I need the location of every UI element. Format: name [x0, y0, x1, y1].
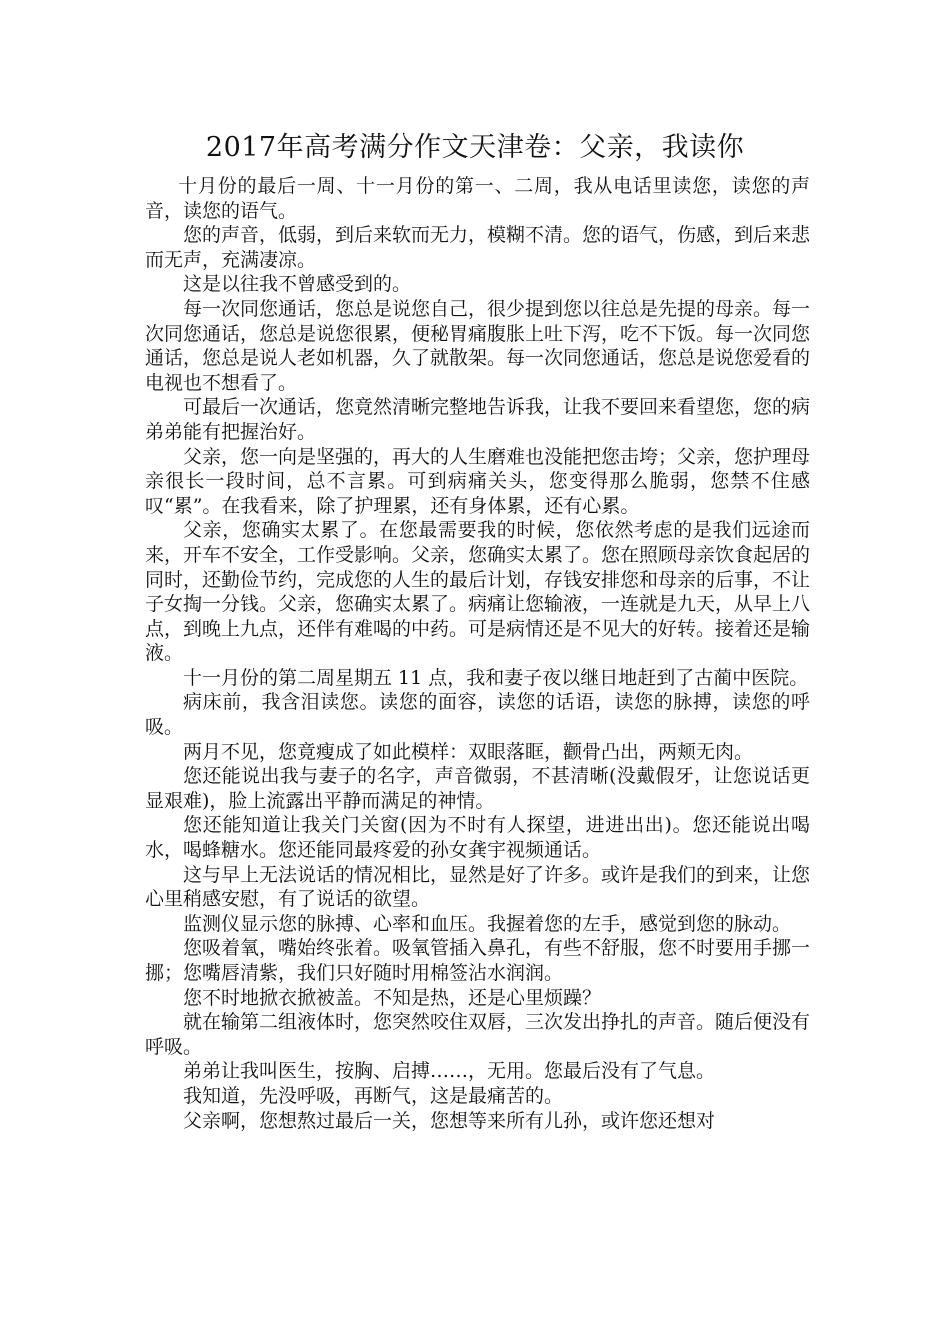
paragraph: 父亲，您一向是坚强的，再大的人生磨难也没能把您击垮；父亲，您护理母亲很长一段时间，总不言累。可到病痛关头，您变得那么脆弱，您禁不住感叹“累”。在我看来，除了护理累，还有身体累，还有心累。: [145, 445, 811, 517]
paragraph: 弟弟让我叫医生，按胸、启搏……，无用。您最后没有了气息。: [183, 1060, 716, 1083]
paragraph: 您还能知道让我关门关窗(因为不时有人探望，进进出出)。您还能说出喝水，喝蜂糖水。您还能同最疼爱的孙女龚宇视频通话。: [145, 814, 810, 862]
paragraph: 您不时地掀衣掀被盖。不知是热，还是心里烦躁？: [183, 986, 602, 1009]
paragraph: 就在输第二组液体时，您突然咬住双唇，三次发出挣扎的声音。随后便没有呼吸。: [145, 1011, 811, 1058]
paragraph: 可最后一次通话，您竟然清晰完整地告诉我，让我不要回来看望您，您的病弟弟能有把握治好。: [145, 396, 811, 443]
paragraph: 您的声音，低弱，到后来软而无力，模糊不清。您的语气，伤感，到后来悲而无声，充满凄凉。: [145, 224, 811, 271]
article-body: [145, 174, 810, 1133]
paragraph: 十月份的最后一周、十一月份的第一、二周，我从电话里读您，读您的声音，读您的语气。: [145, 175, 810, 222]
paragraph: 父亲，您确实太累了。在您最需要我的时候，您依然考虑的是我们远途而来，开车不安全，工作受影响。父亲，您确实太累了。您在照顾母亲饮食起居的同时，还勤俭节约，完成您的人生的最后计划，存钱安排您和母亲的后事，不让子女掏一分钱。父亲，您确实太累了。病痛让您输液，一连就是九天，从早上八点，到晚上九点，还伴有难喝的中药。可是病情还是不见大的好转。接着还是输液。: [145, 519, 811, 665]
paragraph: 每一次同您通话，您总是说您自己，很少提到您以往总是先提的母亲。每一次同您通话，您总是说您很累，便秘胃痛腹胀上吐下泻，吃不下饭。每一次同您通话，您总是说人老如机器，久了就散架。每一次同您通话，您总是说您爱看的电视也不想看了。: [145, 297, 811, 394]
paragraph: 您吸着氧，嘴始终张着。吸氧管插入鼻孔，有些不舒服，您不时要用手挪一挪；您嘴唇清紫，我们只好随时用棉签沾水润润。: [145, 937, 811, 984]
paragraph: 您还能说出我与妻子的名字，声音微弱，不甚清晰(没戴假牙，让您说话更显艰难)，脸上流露出平静而满足的神情。: [145, 765, 810, 812]
paragraph: 这与早上无法说话的情况相比，显然是好了许多。或许是我们的到来，让您心里稍感安慰，有了说话的欲望。: [145, 863, 811, 911]
paragraph: 病床前，我含泪读您。读您的面容，读您的话语，读您的脉搏，读您的呼吸。: [145, 691, 810, 739]
paragraph: 这是以往我不曾感受到的。: [183, 273, 412, 296]
paragraph: 我知道，先没呼吸，再断气，这是最痛苦的。: [183, 1084, 564, 1107]
paragraph: 父亲啊，您想熬过最后一关，您想等来所有儿孙，或许您还想对: [183, 1109, 716, 1132]
paragraph: 两月不见，您竟瘦成了如此模样：双眼落眶，颧骨凸出，两颊无肉。: [183, 740, 754, 763]
paragraph: 监测仪显示您的脉搏、心率和血压。我握着您的左手，感觉到您的脉动。: [183, 912, 792, 935]
document-title: 2017年高考满分作文天津卷：父亲，我读你: [205, 132, 745, 163]
paragraph: 十一月份的第二周星期五 11 点，我和妻子夜以继日地赶到了古蔺中医院。: [183, 666, 809, 689]
